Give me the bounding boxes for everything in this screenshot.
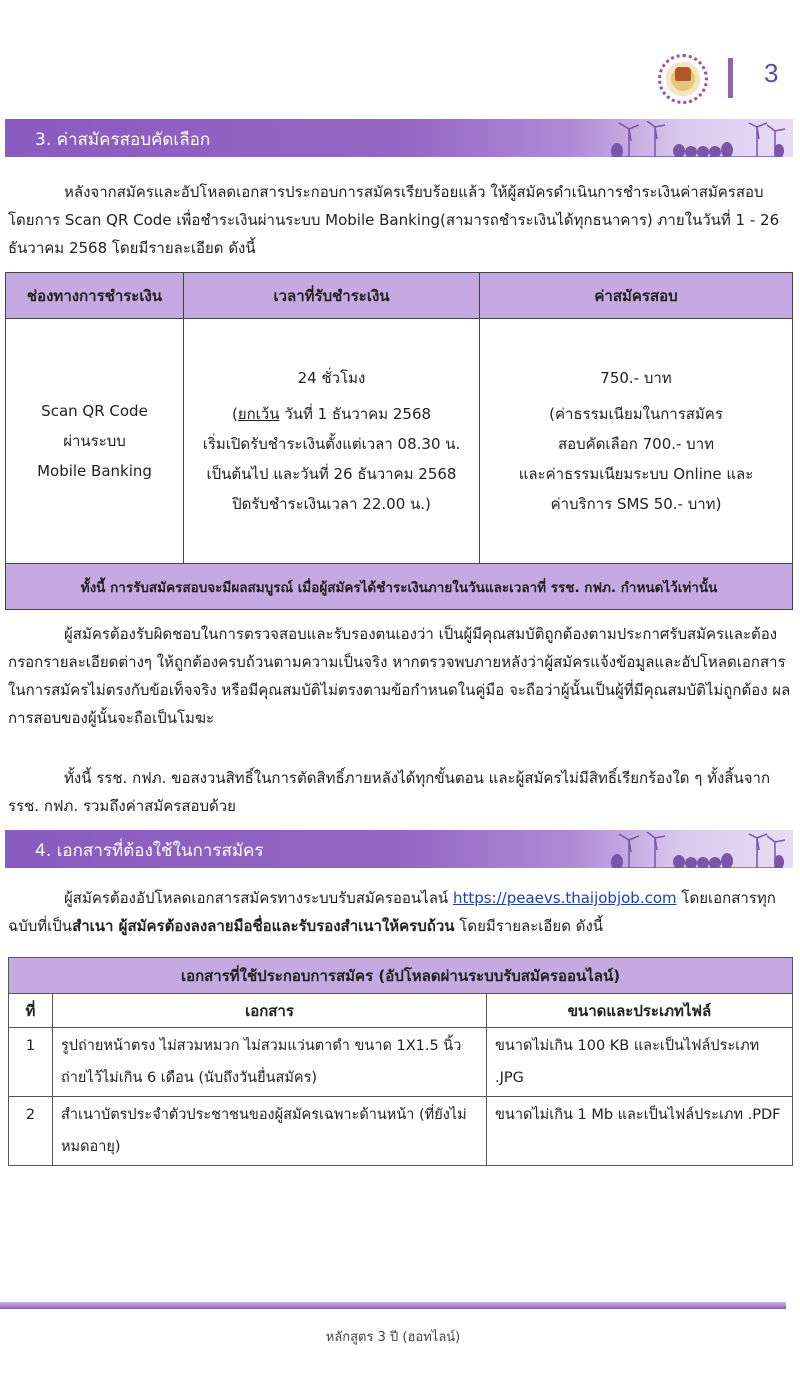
section-4-title: 4. เอกสารที่ต้องใช้ในการสมัคร: [35, 841, 264, 861]
row-number: 1: [9, 1028, 53, 1097]
channel-line: ผ่านระบบ: [63, 432, 126, 450]
except-label: ยกเว้น: [237, 405, 280, 423]
header-payment-channel: ช่องทางการชำระเงิน: [6, 273, 184, 319]
time-line: ปิดรับชำระเงินเวลา 22.00 น.): [232, 495, 431, 513]
row-file-spec: ขนาดไม่เกิน 100 KB และเป็นไฟล์ประเภท .JPG: [487, 1028, 793, 1097]
payment-table: [5, 272, 793, 610]
wind-turbine-decoration-icon: [607, 121, 787, 157]
time-line: [184, 399, 479, 429]
rights-text: ทั้งนี้ รรช. กฟภ. ขอสงวนสิทธิ์ในการตัดสิทธิ์ภายหลังได้ทุกขั้นตอน และผู้สมัครไม่มีสิทธิ์เรียกร้องใด ๆ ทั้งสิ้นจาก รรช. กฟภ. รวมถึงค่าสมัครสอบด้วย: [8, 769, 771, 815]
intro-text: โดยเอกสารทุกฉบับที่เป็น: [8, 889, 776, 935]
page-number: 3: [764, 58, 779, 88]
channel-line: Scan QR Code: [41, 402, 148, 420]
header-document: เอกสาร: [53, 994, 487, 1028]
header-no: ที่: [9, 994, 53, 1028]
payment-time-cell: [184, 319, 480, 564]
fee-line: (ค่าธรรมเนียมในการสมัคร: [549, 405, 723, 423]
required-documents-table: [8, 957, 793, 1166]
header-exam-fee: ค่าสมัครสอบ: [480, 273, 793, 319]
channel-line: Mobile Banking: [37, 462, 152, 480]
payment-channel-cell: [6, 319, 184, 564]
footer-divider: [0, 1302, 786, 1309]
row-document: สำเนาบัตรประจำตัวประชาชนของผู้สมัครเฉพาะด้านหน้า (ที่ยังไม่หมดอายุ): [53, 1097, 487, 1166]
application-site-link[interactable]: https://peaevs.thaijobjob.com: [452, 889, 677, 907]
fee-line: ค่าบริการ SMS 50.- บาท): [550, 495, 722, 513]
header-file-spec: ขนาดและประเภทไฟล์: [487, 994, 793, 1028]
certify-copy-notice: สำเนา ผู้สมัครต้องลงลายมือชื่อและรับรองสำเนาให้ครบถ้วน: [72, 917, 455, 935]
fee-line: และค่าธรรมเนียมระบบ Online และ: [518, 465, 754, 483]
time-line: 24 ชั่วโมง: [297, 369, 366, 387]
header-payment-time: เวลาที่รับชำระเงิน: [184, 273, 480, 319]
time-line: เริ่มเปิดรับชำระเงินตั้งแต่เวลา 08.30 น.: [202, 435, 461, 453]
wind-turbine-decoration-icon: [607, 832, 787, 868]
paren: (: [231, 405, 238, 423]
section-3-banner: [5, 119, 793, 157]
rights-paragraph: [8, 764, 794, 820]
section-4-intro: [8, 884, 794, 940]
table-row: [9, 1028, 793, 1097]
row-file-spec: ขนาดไม่เกิน 1 Mb และเป็นไฟล์ประเภท .PDF: [487, 1097, 793, 1166]
section-3-intro: [8, 178, 794, 262]
footer-course-label: หลักสูตร 3 ปี (ฮอทไลน์): [325, 1330, 461, 1345]
page-header: [600, 52, 800, 108]
row-number: 2: [9, 1097, 53, 1166]
documents-table-caption: เอกสารที่ใช้ประกอบการสมัคร (อัปโหลดผ่านระบบรับสมัครออนไลน์): [9, 958, 793, 994]
section-3-intro-text: หลังจากสมัครและอัปโหลดเอกสารประกอบการสมัครเรียบร้อยแล้ว ให้ผู้สมัครดำเนินการชำระเงินค่าสมัครสอบ โดยการ Scan QR Code เพื่อชำระเงินผ่านระบบ Mobile Banking(สามารถชำระเงินได้ทุกธนาคาร) ภายในวันที่ 1 - 26 ธันวาคม 2568 โดยมีรายละเอียด ดังนี้: [8, 183, 780, 257]
section-3-title: 3. ค่าสมัครสอบคัดเลือก: [35, 130, 211, 150]
intro-text: ผู้สมัครต้องอัปโหลดเอกสารสมัครทางระบบรับสมัครออนไลน์: [64, 889, 453, 907]
time-line: เป็นต้นไป และวันที่ 26 ธันวาคม 2568: [206, 465, 457, 483]
row-document: รูปถ่ายหน้าตรง ไม่สวมหมวก ไม่สวมแว่นตาดำ ขนาด 1X1.5 นิ้ว ถ่ายไว้ไม่เกิน 6 เดือน (นับถึงวันยื่นสมัคร): [53, 1028, 487, 1097]
time-line-rest: วันที่ 1 ธันวาคม 2568: [279, 405, 432, 423]
fee-line: 750.- บาท: [600, 369, 672, 387]
table-row: [9, 1097, 793, 1166]
header-divider: [728, 58, 733, 98]
responsibility-text: ผู้สมัครต้องรับผิดชอบในการตรวจสอบและรับรองตนเองว่า เป็นผู้มีคุณสมบัติถูกต้องตามประกาศรับสมัครและต้องกรอกรายละเอียดต่างๆ ให้ถูกต้องครบถ้วนตามความเป็นจริง หากตรวจพบภายหลังว่าผู้สมัครแจ้งข้อมูลและอัปโหลดเอกสารในการสมัครไม่ตรงกับข้อเท็จจริง หรือมีคุณสมบัติไม่ตรงตามข้อกำหนดในคู่มือ จะถือว่าผู้นั้นเป็นผู้ที่มีคุณสมบัติไม่ถูกต้อง ผลการสอบของผู้นั้นจะถือเป็นโมฆะ: [8, 625, 791, 727]
exam-fee-cell: [480, 319, 793, 564]
fee-line: สอบคัดเลือก 700.- บาท: [557, 435, 715, 453]
organization-logo-icon: [658, 54, 708, 104]
payment-footer-note: ทั้งนี้ การรับสมัครสอบจะมีผลสมบูรณ์ เมื่อผู้สมัครได้ชำระเงินภายในวันและเวลาที่ รรช. กฟภ. กำหนดไว้เท่านั้น: [6, 564, 793, 610]
intro-text: โดยมีรายละเอียด ดังนี้: [454, 917, 604, 935]
section-4-banner: [5, 830, 793, 868]
responsibility-paragraph: [8, 620, 794, 732]
